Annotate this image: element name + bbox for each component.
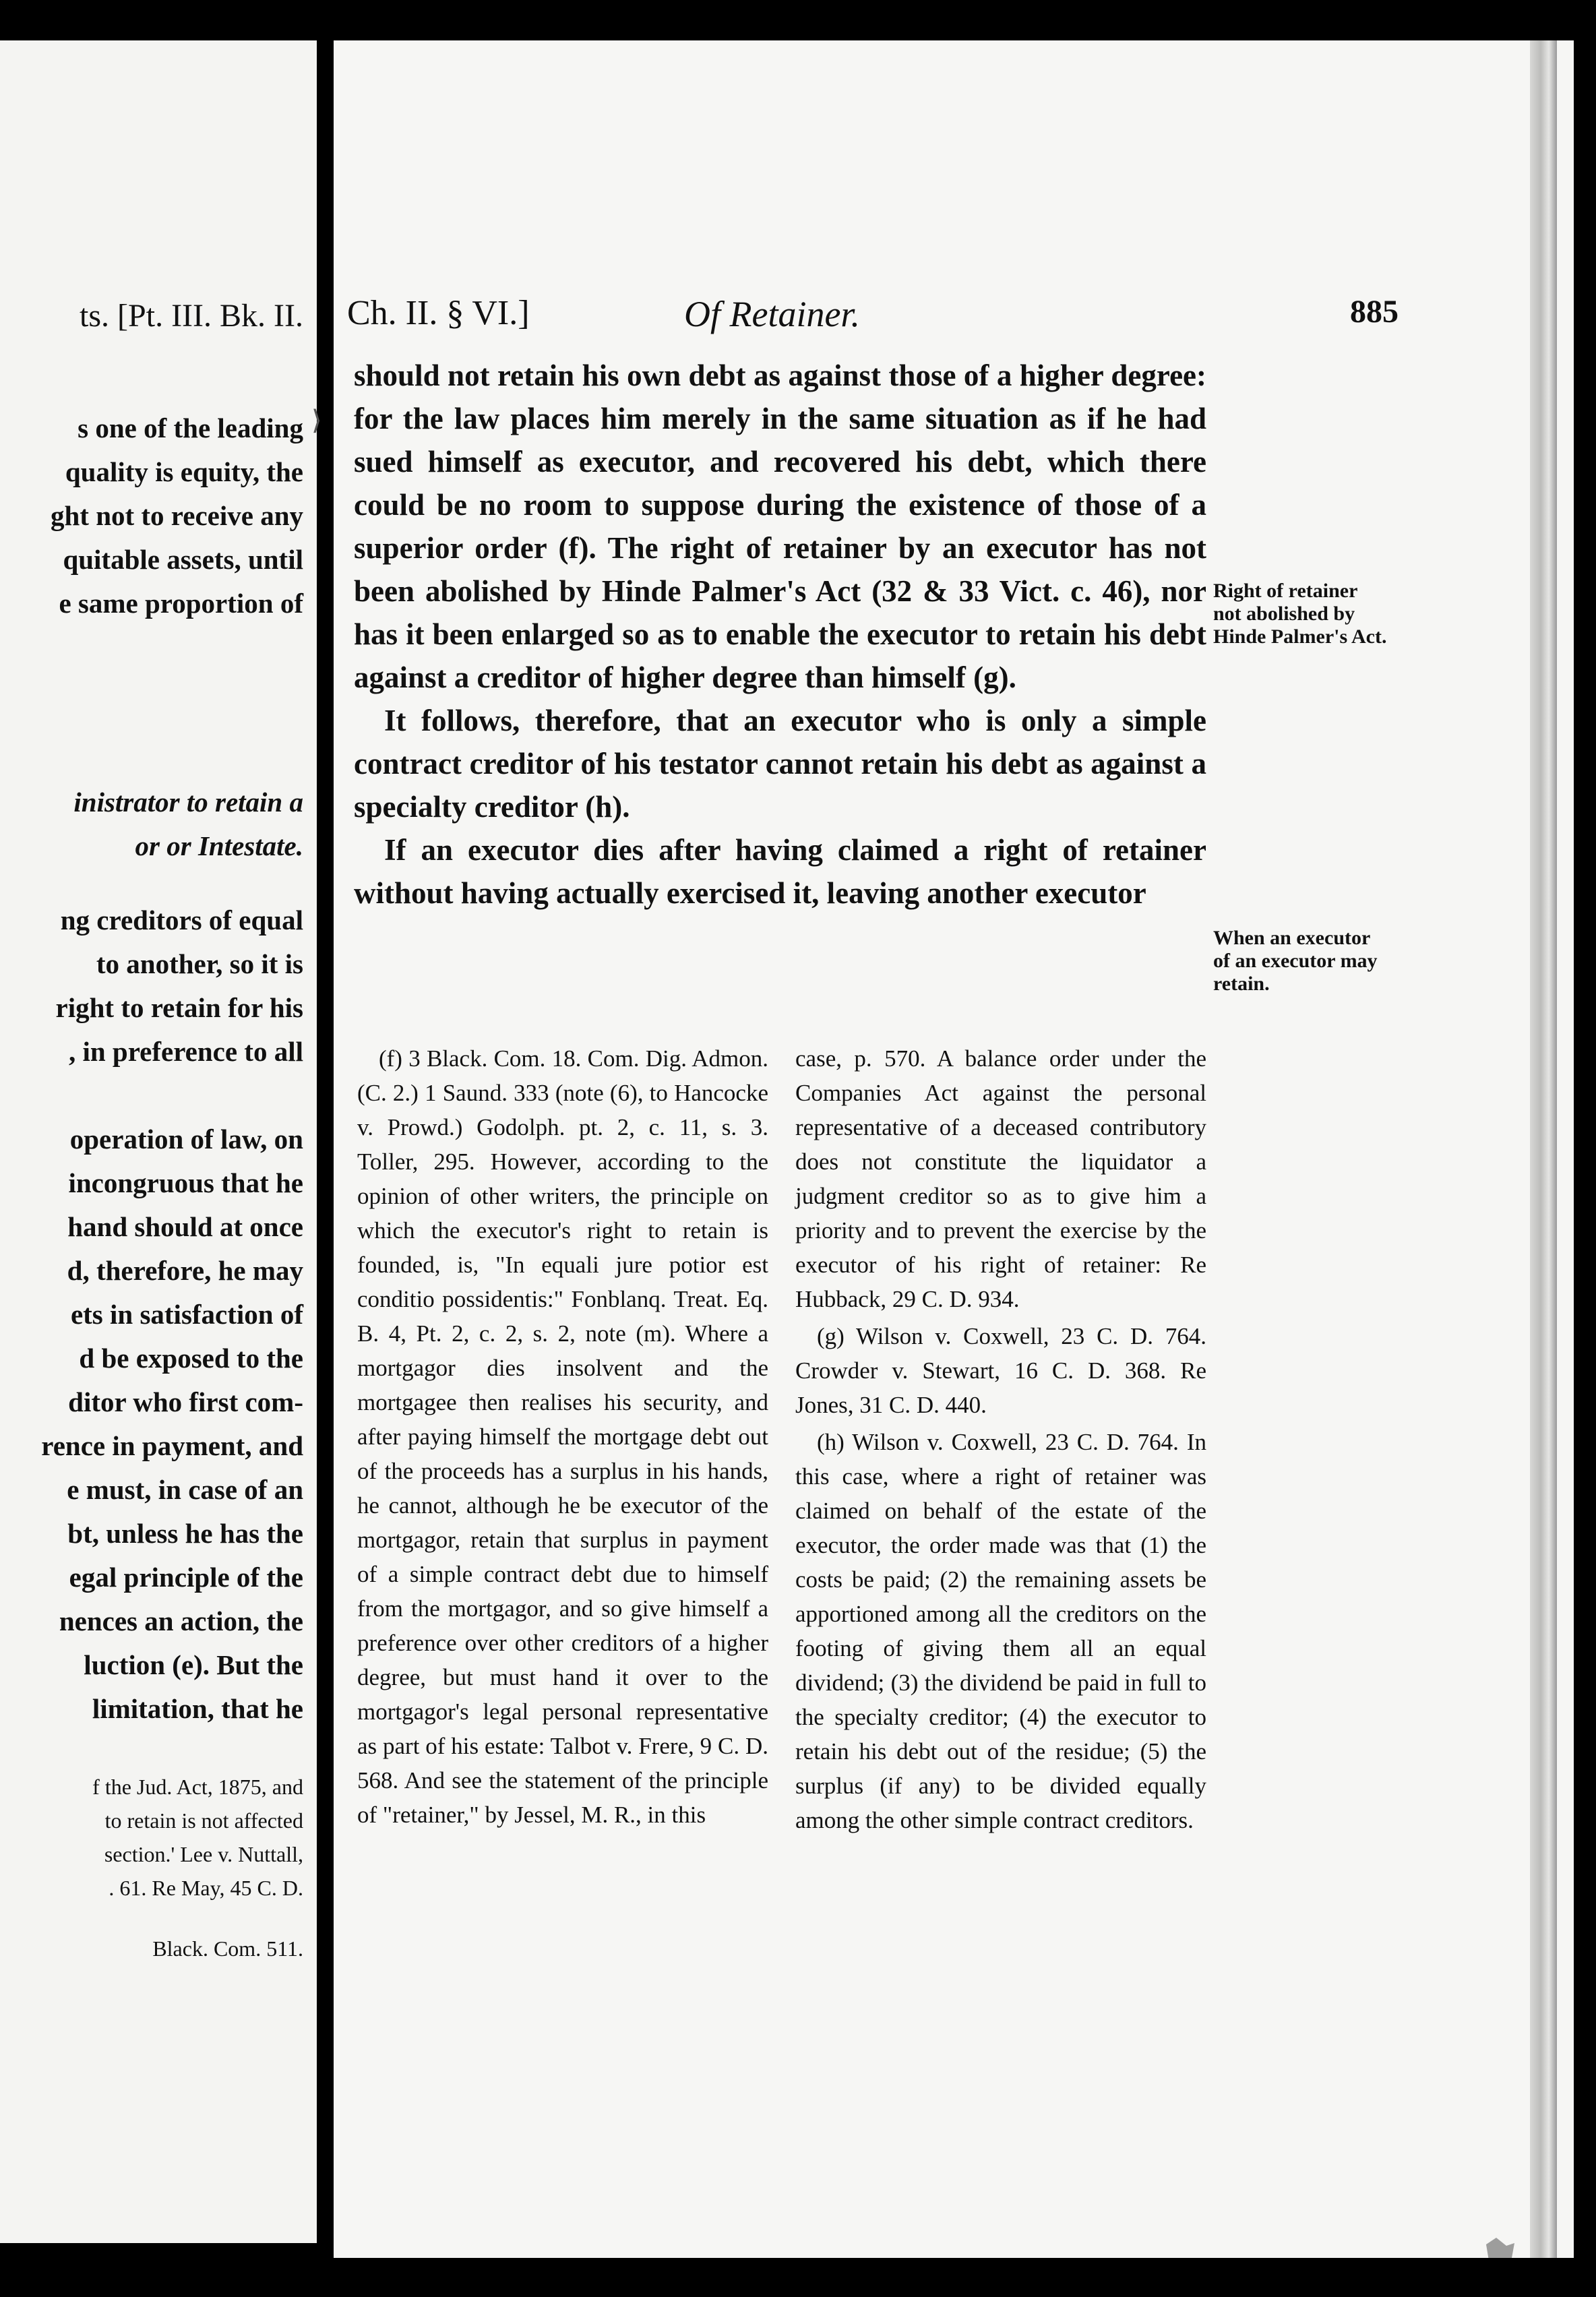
facing-page-line: d, therefore, he may xyxy=(67,1255,303,1286)
facing-page-line: right to retain for his xyxy=(55,992,303,1023)
footnote-g: (g) Wilson v. Coxwell, 23 C. D. 764. Crowder v. Stewart, 16 C. D. 368. Re Jones, 31 C. D. 440. xyxy=(795,1323,1206,1418)
facing-page-line: hand should at once xyxy=(67,1211,303,1242)
facing-page-line: d be exposed to the xyxy=(79,1343,303,1374)
facing-running-head: ts. [Pt. III. Bk. II. xyxy=(80,298,303,334)
facing-page-line: inistrator to retain a xyxy=(73,787,303,818)
facing-page-line: or or Intestate. xyxy=(135,830,303,861)
facing-page-fragment xyxy=(0,40,317,2243)
facing-page-line: nences an action, the xyxy=(59,1605,303,1636)
facing-page-line: s one of the leading xyxy=(78,412,303,443)
facing-page-line: section.' Lee v. Nuttall, xyxy=(104,1842,303,1866)
facing-page-line: rence in payment, and xyxy=(41,1430,303,1461)
facing-page-line: limitation, that he xyxy=(92,1693,303,1724)
footnote-h: (h) Wilson v. Coxwell, 23 C. D. 764. In this case, where a right of retainer was claimed on behalf of the estate of the executor, the order made was that (1) the costs be paid; (2) the remaining assets be apportioned among all the creditors on the footing of giving them all an equal dividend; (3) the dividend be paid in full to the specialty creditor; (4) the executor to retain his debt out of the residue; (5) the surplus (if any) to be divided equally among the other simple contract creditors. xyxy=(795,1429,1206,1833)
footnotes-left-column xyxy=(357,1041,768,1835)
facing-page-line: , in preference to all xyxy=(68,1036,303,1067)
paragraph: If an executor dies after having claimed a right of retainer without having actually exercised it, leaving another executor xyxy=(354,833,1206,910)
facing-page-line: f the Jud. Act, 1875, and xyxy=(92,1775,303,1799)
marginal-note: Right of retainer not abolished by Hinde Palmer's Act. xyxy=(1213,580,1387,648)
page-title: Of Retainer. xyxy=(684,294,860,334)
facing-page-line: quitable assets, until xyxy=(63,544,303,575)
marginal-note: When an executor of an executor may retain. xyxy=(1213,927,1378,995)
facing-page-line: ng creditors of equal xyxy=(60,905,303,936)
facing-page-line: operation of law, on xyxy=(69,1124,303,1155)
footnotes-right-column xyxy=(795,1041,1206,1840)
main-text xyxy=(354,354,1206,915)
page-number: 885 xyxy=(1350,294,1399,330)
facing-page-line: incongruous that he xyxy=(68,1167,303,1198)
facing-page-line: ditor who first com- xyxy=(68,1386,303,1417)
page-edge xyxy=(1530,40,1557,2258)
facing-page-line: Black. Com. 511. xyxy=(152,1936,303,1961)
facing-page-line: . 61. Re May, 45 C. D. xyxy=(109,1876,303,1900)
facing-page-line: luction (e). But the xyxy=(84,1649,303,1680)
facing-page-line: e must, in case of an xyxy=(67,1474,303,1505)
facing-page-line: to retain is not affected xyxy=(104,1808,303,1833)
running-head xyxy=(347,293,1399,340)
book-page xyxy=(334,40,1574,2258)
ink-smudge xyxy=(1479,2231,1520,2258)
facing-page-line: bt, unless he has the xyxy=(67,1518,303,1549)
facing-page-line: to another, so it is xyxy=(96,948,303,979)
paragraph: should not retain his own debt as against those of a higher degree: for the law places him merely in the same situation as if he had sued himself as executor, and recovered his debt, which there could be no room to suppose during the existence of those of a superior order (f). The right of retainer by an executor has not been abolished by Hinde Palmer's Act (32 & 33 Vict. c. 46), nor has it been enlarged so as to enable the executor to retain his debt against a creditor of higher degree than himself (g). xyxy=(354,359,1206,694)
footnote-f: (f) 3 Black. Com. 18. Com. Dig. Admon. (C. 2.) 1 Saund. 333 (note (6), to Hancocke v. Prowd.) Godolph. pt. 2, c. 11, s. 3. Toller, 295. However, according to the opinion of other writers, the principle on which the executor's right to retain is founded, is, "In equali jure potior est conditio possidentis:" Fonblanq. Treat. Eq. B. 4, Pt. 2, c. 2, s. 2, note (m). Where a mortgagor dies insolvent and the mortgagee then realises his security, and after paying himself the mortgage debt out of the proceeds has a surplus in his hands, he cannot, although he be executor of the mortgagor, retain that surplus in payment of a simple contract debt due to himself from the mortgagor, and so give himself a preference over other creditors of a higher degree, but must hand it over to the mortgagor's legal personal representative as part of his estate: Talbot v. Frere, 9 C. D. 568. And see the statement of the principle of "retainer," by Jessel, M. R., in this xyxy=(357,1045,768,1828)
facing-page-line: egal principle of the xyxy=(69,1562,303,1593)
facing-page-line: e same proportion of xyxy=(59,588,303,619)
facing-page-line: ets in satisfaction of xyxy=(70,1299,303,1330)
footnote-f-continued: case, p. 570. A balance order under the Companies Act against the personal representative of a deceased contributory does not constitute the liquidator a judgment creditor so as to give him a priority and to prevent the exercise by the executor of his right of retainer: Re Hubback, 29 C. D. 934. xyxy=(795,1045,1206,1312)
page-mark: ⟩ xyxy=(311,405,322,435)
chapter-reference: Ch. II. § VI.] xyxy=(347,294,530,332)
facing-page-line: ght not to receive any xyxy=(50,500,303,531)
paragraph: It follows, therefore, that an executor who is only a simple contract creditor of his testator cannot retain his debt as against a specialty creditor (h). xyxy=(354,704,1206,824)
facing-page-line: quality is equity, the xyxy=(65,456,303,487)
